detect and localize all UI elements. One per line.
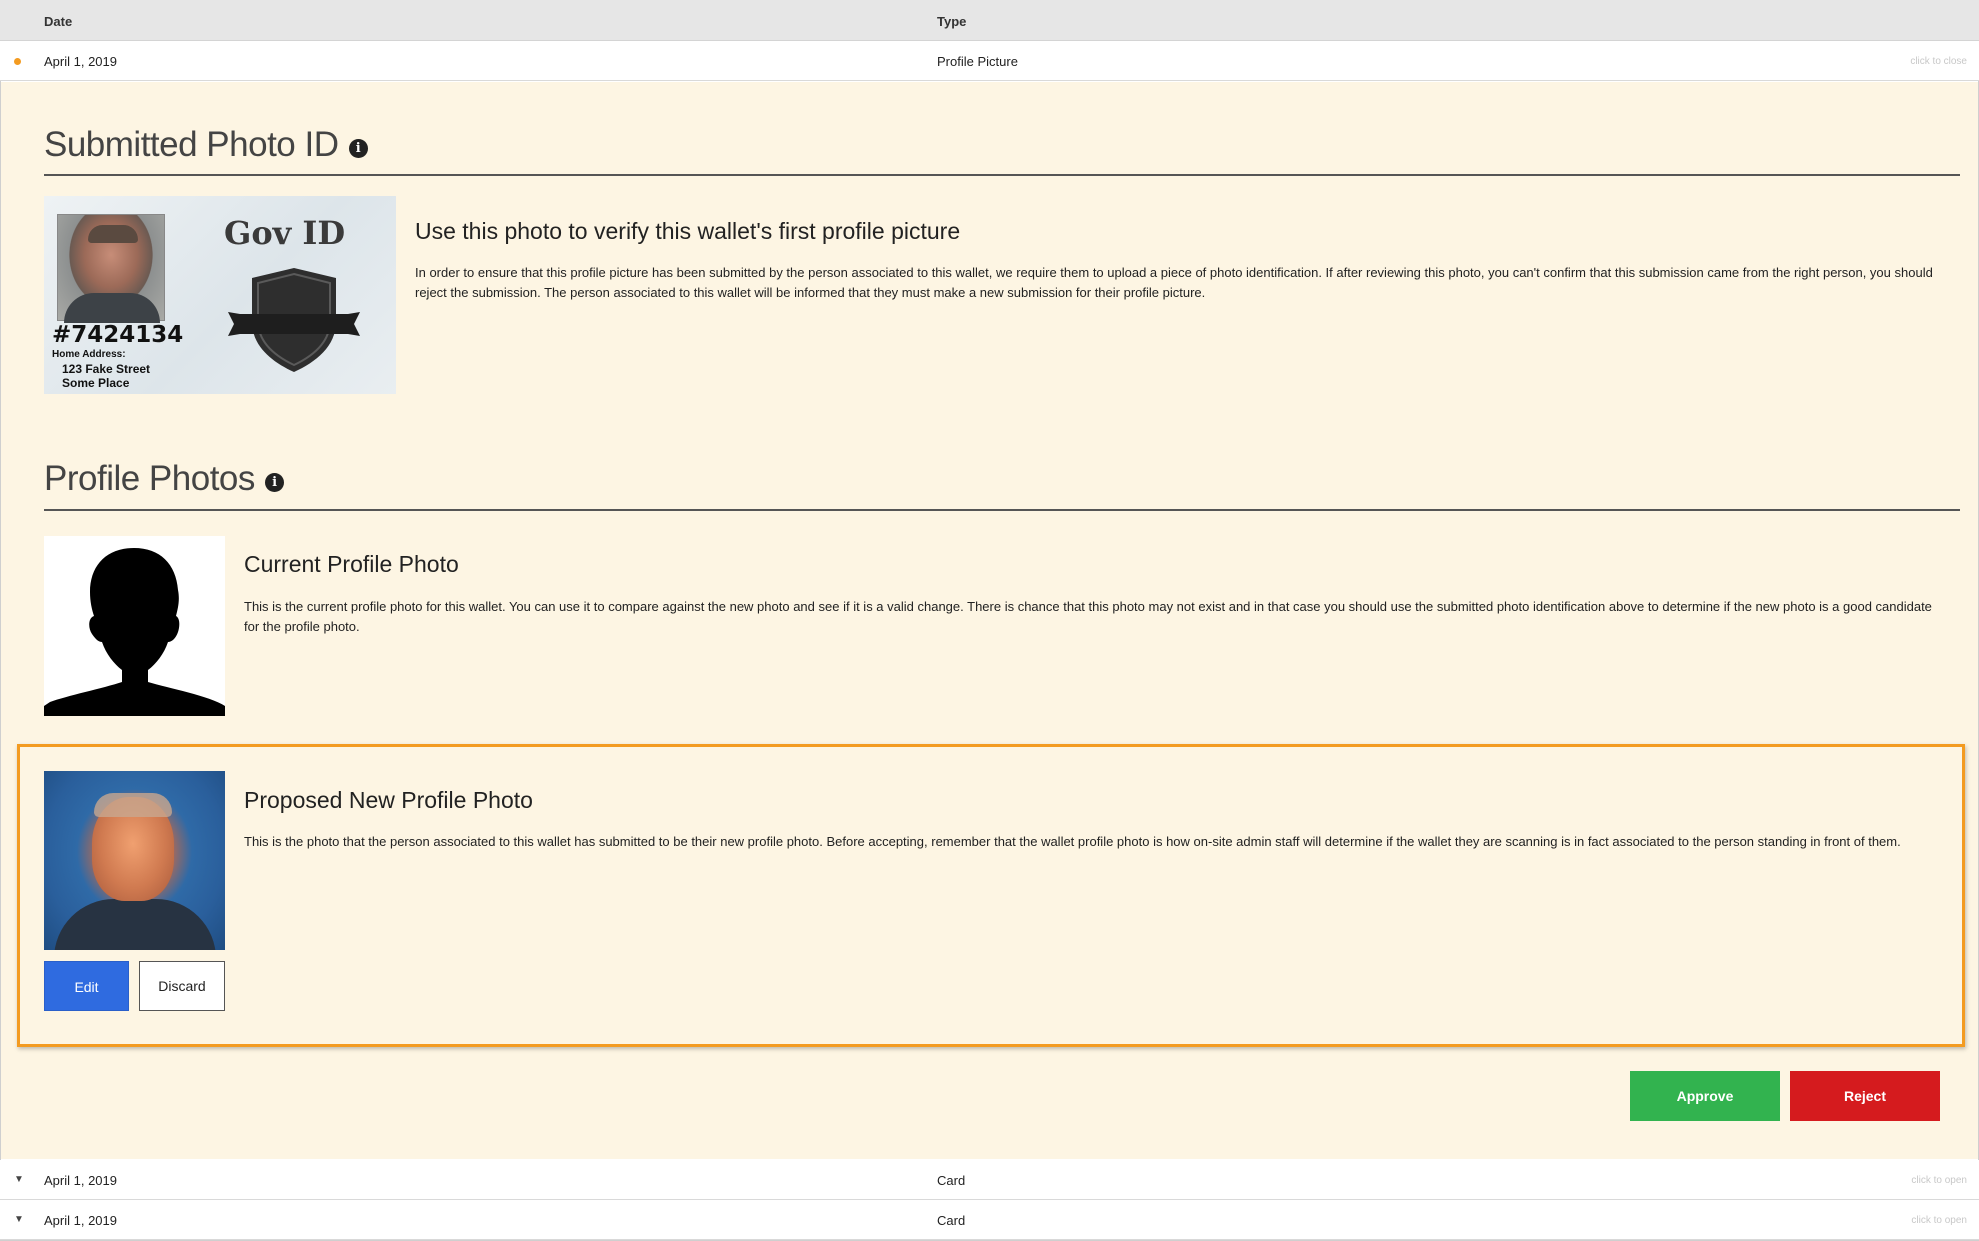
section-divider [44, 509, 1960, 511]
row-type: Card [937, 1213, 966, 1228]
proposed-photo-heading: Proposed New Profile Photo [244, 787, 533, 813]
shield-icon [224, 264, 364, 376]
section-title-text: Submitted Photo ID [44, 125, 339, 164]
id-address-label: Home Address: [52, 349, 126, 360]
status-dot-icon [14, 58, 21, 65]
section-title-text: Profile Photos [44, 459, 255, 498]
column-header-date: Date [44, 14, 73, 29]
info-icon[interactable]: i [349, 139, 368, 158]
caret-down-icon: ▼ [14, 1214, 24, 1225]
id-address-line2: Some Place [62, 376, 130, 390]
row-type: Profile Picture [937, 54, 1018, 69]
row-date: April 1, 2019 [44, 54, 117, 69]
table-row[interactable] [0, 1200, 1979, 1240]
proposed-profile-photo [44, 771, 225, 950]
caret-down-icon: ▼ [14, 1174, 24, 1185]
current-photo-description: This is the current profile photo for this wallet. You can use it to compare against the new photo and see if it is a valid change. There is chance that this photo may not exist and in that case you should use the submitted photo identification above to determine if the new photo is a good candidate for the profile photo. [244, 599, 1932, 634]
photo-id-image [44, 196, 396, 394]
photo-id-description: In order to ensure that this profile picture has been submitted by the person associated to this wallet, we require them to upload a piece of photo identification. If after reviewing this photo, you can't confirm that this submission came from the right person, you should reject the submission. The person associated to this wallet will be informed that they must make a new submission for their profile picture. [415, 265, 1933, 300]
edit-button[interactable]: Edit [44, 961, 129, 1011]
info-icon[interactable]: i [265, 473, 284, 492]
row-toggle-hint[interactable]: click to open [1911, 1215, 1967, 1226]
row-date: April 1, 2019 [44, 1173, 117, 1188]
reject-button[interactable]: Reject [1790, 1071, 1940, 1121]
proposed-photo-description: This is the photo that the person associated to this wallet has submitted to be their new profile photo. Before accepting, remember that the wallet profile photo is how on-site admin staff will determine if the wallet they are scanning is in fact associated to the person standing in front of them. [244, 834, 1901, 849]
section-divider [44, 174, 1960, 176]
column-header-type: Type [937, 14, 967, 29]
row-type: Card [937, 1173, 966, 1188]
discard-button[interactable]: Discard [139, 961, 225, 1011]
row-toggle-hint[interactable]: click to close [1910, 56, 1967, 67]
id-card-title: Gov ID [224, 214, 346, 252]
id-mugshot [57, 214, 165, 321]
photo-id-heading: Use this photo to verify this wallet's first profile picture [415, 218, 961, 244]
id-address-line1: 123 Fake Street [62, 362, 151, 376]
table-header [0, 0, 1979, 41]
person-silhouette-icon [44, 536, 225, 716]
table-row-expanded[interactable] [0, 41, 1979, 81]
row-date: April 1, 2019 [44, 1213, 117, 1228]
section-title-profile-photos [44, 459, 284, 499]
table-row[interactable] [0, 1160, 1979, 1200]
row-toggle-hint[interactable]: click to open [1911, 1175, 1967, 1186]
section-title-photo-id [44, 125, 368, 165]
id-number: #7424134 [52, 322, 184, 348]
current-profile-photo [44, 536, 225, 716]
approve-button[interactable]: Approve [1630, 1071, 1780, 1121]
current-photo-heading: Current Profile Photo [244, 551, 459, 577]
